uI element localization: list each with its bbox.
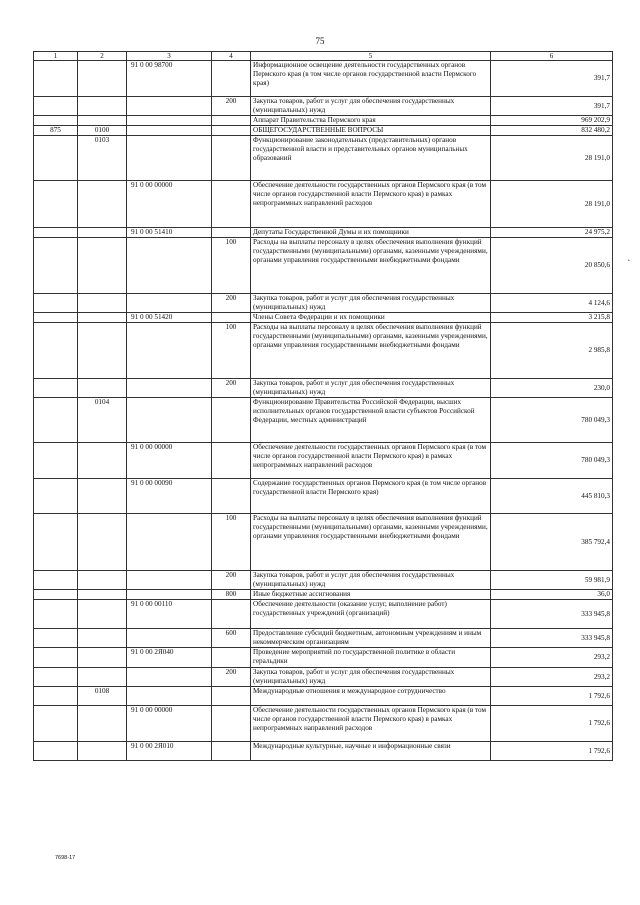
cell-description: Обеспечение деятельности государственных органов Пермского края (в том числе органов государственной власти Пермского края) в рамках непрограммных направлений расходов xyxy=(251,181,491,228)
cell-target-article: 91 0 00 98700 xyxy=(127,61,212,97)
table-row xyxy=(34,238,613,294)
cell-expense-type xyxy=(212,313,251,323)
cell-section: 0100 xyxy=(78,126,127,136)
table-row xyxy=(34,379,613,398)
cell-section: 0108 xyxy=(78,687,127,706)
cell-amount: 1 792,6 xyxy=(491,706,613,742)
cell-amount: 2 985,8 xyxy=(491,323,613,379)
page-number: 75 xyxy=(315,36,325,46)
cell-description: Информационное освещение деятельности государственных органов Пермского края (в том числе органов государственной власти Пермского края) xyxy=(251,61,491,97)
cell-section xyxy=(78,590,127,600)
cell-description: Расходы на выплаты персоналу в целях обеспечения выполнения функций государственными (муниципальными) органами, казенными учреждениями, органами управления государственными внебюджетными фондами xyxy=(251,238,491,294)
cell-description: Обеспечение деятельности (оказание услуг, выполнение работ) государственных учреждений (организаций) xyxy=(251,600,491,629)
cell-target-article xyxy=(127,323,212,379)
cell-section xyxy=(78,238,127,294)
cell-amount: 20 850,6 xyxy=(491,238,613,294)
document-code: 7698-17 xyxy=(55,855,76,861)
cell-target-article xyxy=(127,668,212,687)
cell-amount: 293,2 xyxy=(491,648,613,668)
cell-target-article xyxy=(127,687,212,706)
cell-expense-type: 800 xyxy=(212,590,251,600)
cell-expense-type xyxy=(212,61,251,97)
cell-target-article xyxy=(127,629,212,648)
cell-chapter xyxy=(34,323,78,379)
cell-target-article: 91 0 00 00000 xyxy=(127,443,212,479)
cell-target-article xyxy=(127,514,212,571)
cell-target-article: 91 0 00 51410 xyxy=(127,228,212,238)
cell-description: Закупка товаров, работ и услуг для обеспечения государственных (муниципальных) нужд xyxy=(251,379,491,398)
cell-description: Иные бюджетные ассигнования xyxy=(251,590,491,600)
cell-amount: 4 124,6 xyxy=(491,294,613,313)
cell-description: Функционирование Правительства Российской Федерации, высших исполнительных органов государственной власти субъектов Российской Федерации, местных администраций xyxy=(251,398,491,443)
cell-expense-type xyxy=(212,600,251,629)
cell-chapter xyxy=(34,398,78,443)
cell-amount: 333 945,8 xyxy=(491,629,613,648)
table-row xyxy=(34,648,613,668)
header-cell: 5 xyxy=(251,52,491,61)
cell-section xyxy=(78,706,127,742)
cell-target-article: 91 0 00 51420 xyxy=(127,313,212,323)
cell-description: Функционирование законодательных (представительных) органов государственной власти и представительных органов муниципальных образований xyxy=(251,136,491,181)
cell-section xyxy=(78,571,127,590)
cell-chapter xyxy=(34,742,78,761)
budget-table xyxy=(33,51,613,761)
cell-section xyxy=(78,648,127,668)
cell-chapter xyxy=(34,629,78,648)
cell-description: Депутаты Государственной Думы и их помощники xyxy=(251,228,491,238)
cell-description: Расходы на выплаты персоналу в целях обеспечения выполнения функций государственными (муниципальными) органами, казенными учреждениями, органами управления государственными внебюджетными фондами xyxy=(251,514,491,571)
cell-amount: 780 049,3 xyxy=(491,443,613,479)
cell-target-article xyxy=(127,571,212,590)
cell-description: Обеспечение деятельности государственных органов Пермского края (в том числе органов государственной власти Пермского края) в рамках непрограммных направлений расходов xyxy=(251,706,491,742)
cell-chapter xyxy=(34,706,78,742)
cell-description: Закупка товаров, работ и услуг для обеспечения государственных (муниципальных) нужд xyxy=(251,571,491,590)
cell-description: Закупка товаров, работ и услуг для обеспечения государственных (муниципальных) нужд xyxy=(251,97,491,116)
table-header-row xyxy=(34,52,613,61)
cell-target-article: 91 0 00 2Я040 xyxy=(127,648,212,668)
header-cell: 3 xyxy=(127,52,212,61)
cell-chapter xyxy=(34,590,78,600)
cell-target-article xyxy=(127,136,212,181)
table-row xyxy=(34,61,613,97)
cell-expense-type xyxy=(212,126,251,136)
header-cell: 4 xyxy=(212,52,251,61)
cell-target-article xyxy=(127,379,212,398)
cell-target-article: 91 0 00 00000 xyxy=(127,181,212,228)
table-row xyxy=(34,706,613,742)
cell-chapter: 875 xyxy=(34,126,78,136)
cell-section xyxy=(78,629,127,648)
cell-expense-type: 100 xyxy=(212,238,251,294)
cell-expense-type xyxy=(212,228,251,238)
cell-amount: 3 215,8 xyxy=(491,313,613,323)
cell-amount: 36,0 xyxy=(491,590,613,600)
table-row xyxy=(34,97,613,116)
cell-amount: 59 981,9 xyxy=(491,571,613,590)
cell-chapter xyxy=(34,379,78,398)
cell-expense-type xyxy=(212,742,251,761)
cell-expense-type xyxy=(212,398,251,443)
cell-chapter xyxy=(34,61,78,97)
cell-amount: 385 792,4 xyxy=(491,514,613,571)
cell-section xyxy=(78,379,127,398)
cell-target-article: 91 0 00 00000 xyxy=(127,706,212,742)
cell-description: ОБЩЕГОСУДАРСТВЕННЫЕ ВОПРОСЫ xyxy=(251,126,491,136)
cell-section xyxy=(78,668,127,687)
cell-section: 0103 xyxy=(78,136,127,181)
cell-amount: 333 945,8 xyxy=(491,600,613,629)
cell-chapter xyxy=(34,238,78,294)
cell-description: Проведение мероприятий по государственной политике в области геральдики xyxy=(251,648,491,668)
cell-section xyxy=(78,181,127,228)
cell-section xyxy=(78,61,127,97)
cell-chapter xyxy=(34,687,78,706)
table-row xyxy=(34,294,613,313)
cell-chapter xyxy=(34,116,78,126)
cell-section xyxy=(78,116,127,126)
cell-target-article: 91 0 00 00090 xyxy=(127,479,212,514)
cell-amount: 28 191,0 xyxy=(491,181,613,228)
table-row xyxy=(34,742,613,761)
cell-chapter xyxy=(34,443,78,479)
cell-amount: 1 792,6 xyxy=(491,742,613,761)
table-row xyxy=(34,116,613,126)
budget-table-body xyxy=(34,52,613,761)
cell-section xyxy=(78,742,127,761)
cell-chapter xyxy=(34,136,78,181)
table-row xyxy=(34,629,613,648)
table-row xyxy=(34,590,613,600)
cell-expense-type: 200 xyxy=(212,97,251,116)
table-row xyxy=(34,479,613,514)
cell-expense-type xyxy=(212,706,251,742)
cell-expense-type xyxy=(212,136,251,181)
cell-expense-type xyxy=(212,687,251,706)
table-row xyxy=(34,443,613,479)
cell-section xyxy=(78,479,127,514)
cell-chapter xyxy=(34,97,78,116)
cell-section xyxy=(78,294,127,313)
cell-section: 0104 xyxy=(78,398,127,443)
cell-expense-type xyxy=(212,479,251,514)
cell-description: Международные отношения и международное сотрудничество xyxy=(251,687,491,706)
cell-description: Содержание государственных органов Пермского края (в том числе органов государственной власти Пермского края) xyxy=(251,479,491,514)
cell-expense-type xyxy=(212,181,251,228)
cell-chapter xyxy=(34,181,78,228)
cell-target-article xyxy=(127,590,212,600)
cell-description: Предоставление субсидий бюджетным, автономным учреждениям и иным некоммерческим организациям xyxy=(251,629,491,648)
cell-description: Аппарат Правительства Пермского края xyxy=(251,116,491,126)
cell-description: Обеспечение деятельности государственных органов Пермского края (в том числе органов государственной власти Пермского края) в рамках непрограммных направлений расходов xyxy=(251,443,491,479)
cell-chapter xyxy=(34,479,78,514)
cell-amount: 832 480,2 xyxy=(491,126,613,136)
table-row xyxy=(34,687,613,706)
cell-chapter xyxy=(34,668,78,687)
cell-amount: 391,7 xyxy=(491,97,613,116)
cell-chapter xyxy=(34,514,78,571)
cell-target-article: 91 0 00 2Я010 xyxy=(127,742,212,761)
table-row xyxy=(34,181,613,228)
table-row xyxy=(34,398,613,443)
cell-amount: 391,7 xyxy=(491,61,613,97)
table-row xyxy=(34,126,613,136)
cell-target-article xyxy=(127,116,212,126)
table-row xyxy=(34,571,613,590)
cell-expense-type xyxy=(212,116,251,126)
table-row xyxy=(34,514,613,571)
cell-expense-type: 100 xyxy=(212,323,251,379)
cell-amount: 445 810,3 xyxy=(491,479,613,514)
cell-expense-type: 600 xyxy=(212,629,251,648)
cell-description: Международные культурные, научные и информационные связи xyxy=(251,742,491,761)
cell-amount: 293,2 xyxy=(491,668,613,687)
header-cell: 1 xyxy=(34,52,78,61)
cell-chapter xyxy=(34,294,78,313)
cell-description: Закупка товаров, работ и услуг для обеспечения государственных (муниципальных) нужд xyxy=(251,294,491,313)
cell-description: Закупка товаров, работ и услуг для обеспечения государственных (муниципальных) нужд xyxy=(251,668,491,687)
cell-expense-type: 200 xyxy=(212,294,251,313)
cell-amount: 24 975,2 xyxy=(491,228,613,238)
cell-section xyxy=(78,600,127,629)
cell-section xyxy=(78,228,127,238)
cell-target-article xyxy=(127,126,212,136)
cell-expense-type: 200 xyxy=(212,379,251,398)
cell-section xyxy=(78,313,127,323)
cell-chapter xyxy=(34,228,78,238)
table-row xyxy=(34,600,613,629)
cell-target-article xyxy=(127,238,212,294)
cell-chapter xyxy=(34,571,78,590)
cell-amount: 780 049,3 xyxy=(491,398,613,443)
cell-section xyxy=(78,97,127,116)
cell-amount: 230,0 xyxy=(491,379,613,398)
cell-target-article xyxy=(127,97,212,116)
cell-target-article: 91 0 00 00110 xyxy=(127,600,212,629)
cell-description: Расходы на выплаты персоналу в целях обеспечения выполнения функций государственными (муниципальными) органами, казенными учреждениями, органами управления государственными внебюджетными фондами xyxy=(251,323,491,379)
table-row xyxy=(34,136,613,181)
cell-chapter xyxy=(34,600,78,629)
cell-target-article xyxy=(127,294,212,313)
cell-section xyxy=(78,323,127,379)
cell-section xyxy=(78,514,127,571)
cell-target-article xyxy=(127,398,212,443)
header-cell: 6 xyxy=(491,52,613,61)
cell-description: Члены Совета Федерации и их помощники xyxy=(251,313,491,323)
table-row xyxy=(34,668,613,687)
cell-expense-type: 200 xyxy=(212,668,251,687)
table-row xyxy=(34,323,613,379)
cell-amount: 1 792,6 xyxy=(491,687,613,706)
header-cell: 2 xyxy=(78,52,127,61)
edge-mark: • xyxy=(628,258,630,264)
cell-expense-type: 100 xyxy=(212,514,251,571)
cell-expense-type xyxy=(212,648,251,668)
table-row xyxy=(34,313,613,323)
cell-chapter xyxy=(34,648,78,668)
cell-section xyxy=(78,443,127,479)
cell-chapter xyxy=(34,313,78,323)
cell-expense-type: 200 xyxy=(212,571,251,590)
cell-amount: 969 202,9 xyxy=(491,116,613,126)
cell-amount: 28 191,0 xyxy=(491,136,613,181)
table-row xyxy=(34,228,613,238)
cell-expense-type xyxy=(212,443,251,479)
